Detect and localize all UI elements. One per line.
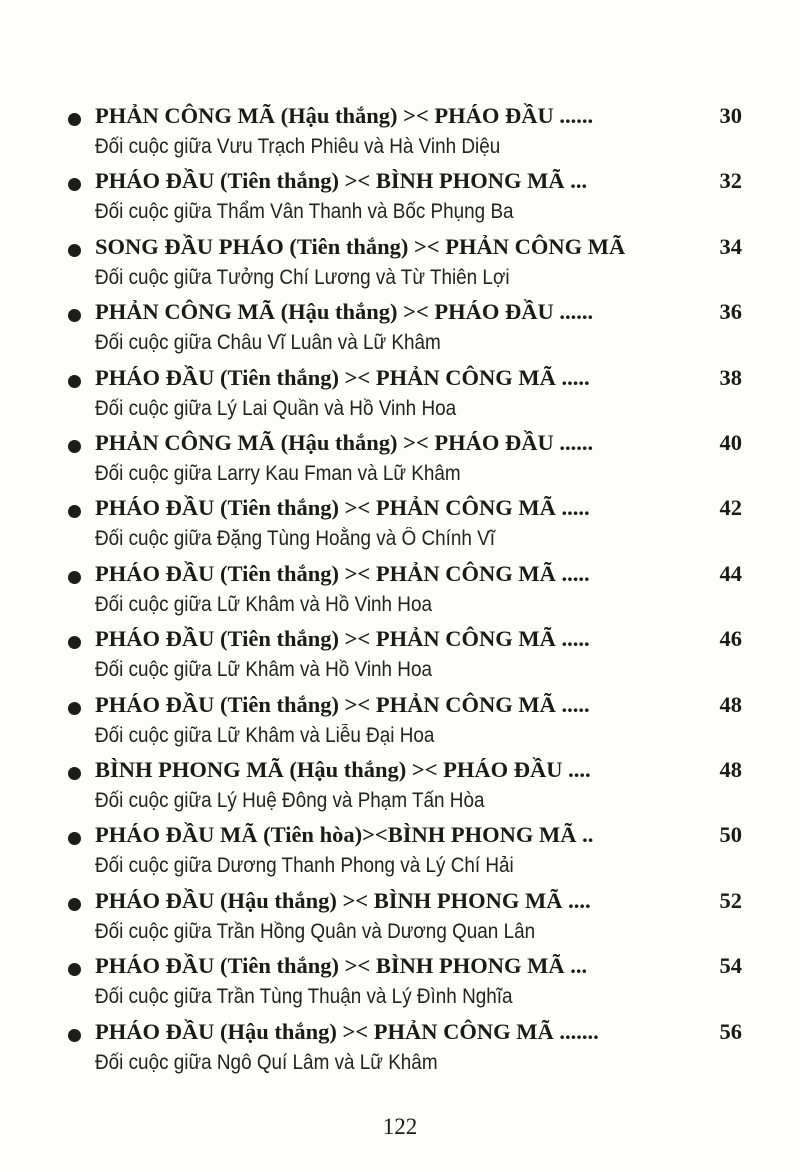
toc-entry <box>60 626 742 690</box>
entry-title-line <box>95 626 742 656</box>
entry-title: PHÁO ĐẦU (Hậu thắng) >< BÌNH PHONG MÃ .... <box>95 887 591 913</box>
entry-page-number: 48 <box>719 691 742 717</box>
entry-subtitle: Đối cuộc giữa Larry Kau Fman và Lữ Khâm <box>95 462 461 485</box>
entry-subtitle: Đối cuộc giữa Tưởng Chí Lương và Từ Thiên Lợi <box>95 265 510 289</box>
entry-title-line <box>95 365 742 395</box>
bullet-icon <box>68 309 81 322</box>
bullet-icon <box>68 898 81 911</box>
entry-title: PHẢN CÔNG MÃ (Hậu thắng) >< PHÁO ĐẦU ...... <box>95 103 594 128</box>
bullet-icon <box>68 440 81 453</box>
entry-title-line <box>95 888 742 918</box>
entry-title-line <box>95 299 742 329</box>
entry-title: PHẢN CÔNG MÃ (Hậu thắng) >< PHÁO ĐẦU ...... <box>95 299 594 325</box>
bullet-icon <box>68 832 81 845</box>
toc-entry <box>60 430 742 494</box>
toc-entry <box>60 103 742 167</box>
entry-title: PHÁO ĐẦU (Tiên thắng) >< BÌNH PHONG MÃ ... <box>95 953 588 979</box>
entry-title-line <box>95 561 742 591</box>
entry-subtitle: Đối cuộc giữa Ngô Quí Lâm và Lữ Khâm <box>95 1050 438 1074</box>
entry-title: PHÁO ĐẦU (Tiên thắng) >< PHẢN CÔNG MÃ ..... <box>95 691 590 717</box>
entry-page-number: 42 <box>719 495 742 521</box>
entry-page-number: 38 <box>719 364 742 390</box>
entry-title: PHÁO ĐẦU (Tiên thắng) >< BÌNH PHONG MÃ ... <box>95 168 588 194</box>
entry-subtitle: Đối cuộc giữa Trần Tùng Thuận và Lý Đình Nghĩa <box>95 985 513 1009</box>
entry-subtitle: Đối cuộc giữa Lữ Khâm và Hồ Vinh Hoa <box>95 658 432 682</box>
toc-entry <box>60 888 742 952</box>
entry-page-number: 32 <box>719 168 742 194</box>
entry-title: PHÁO ĐẦU (Hậu thắng) >< PHẢN CÔNG MÃ ....... <box>95 1018 599 1044</box>
entry-subtitle: Đối cuộc giữa Dương Thanh Phong và Lý Chí Hải <box>95 854 514 878</box>
bullet-icon <box>68 963 81 976</box>
entry-title: PHÁO ĐẦU (Tiên thắng) >< PHẢN CÔNG MÃ ..... <box>95 364 590 390</box>
entry-page-number: 34 <box>719 233 742 259</box>
entry-title: SONG ĐẦU PHÁO (Tiên thắng) >< PHẢN CÔNG MÃ <box>95 233 626 259</box>
toc-entry <box>60 365 742 429</box>
toc-entry <box>60 168 742 232</box>
entry-title-line <box>95 495 742 525</box>
bullet-icon <box>68 375 81 388</box>
toc-entry <box>60 822 742 886</box>
bullet-icon <box>68 571 81 584</box>
entry-page-number: 54 <box>719 953 742 979</box>
entry-title-line <box>95 822 742 852</box>
entry-title-line <box>95 430 742 460</box>
entry-subtitle: Đối cuộc giữa Lý Huệ Đông và Phạm Tấn Hòa <box>95 789 485 812</box>
toc-entry <box>60 495 742 559</box>
entry-page-number: 56 <box>719 1018 742 1044</box>
entry-subtitle: Đối cuộc giữa Đặng Tùng Hoằng và Ô Chính Vĩ <box>95 527 495 551</box>
entry-title-line <box>95 692 742 722</box>
bullet-icon <box>68 636 81 649</box>
entry-page-number: 40 <box>719 430 742 455</box>
entry-title-line <box>95 103 742 133</box>
bullet-icon <box>68 113 81 126</box>
entry-title: PHÁO ĐẦU (Tiên thắng) >< PHẢN CÔNG MÃ ..... <box>95 560 590 586</box>
entry-page-number: 52 <box>719 887 742 913</box>
bullet-icon <box>68 1029 81 1042</box>
entry-page-number: 44 <box>719 560 742 586</box>
entry-title: PHÁO ĐẦU (Tiên thắng) >< PHẢN CÔNG MÃ ..... <box>95 495 590 521</box>
bullet-icon <box>68 702 81 715</box>
entry-title: BÌNH PHONG MÃ (Hậu thắng) >< PHÁO ĐẦU .... <box>95 757 591 782</box>
entry-page-number: 30 <box>719 103 742 128</box>
entry-page-number: 36 <box>719 299 742 325</box>
entry-subtitle: Đối cuộc giữa Trần Hồng Quân và Dương Quan Lân <box>95 919 536 943</box>
bullet-icon <box>68 505 81 518</box>
toc-entry <box>60 757 742 821</box>
entry-page-number: 50 <box>719 822 742 848</box>
entry-title-line <box>95 757 742 787</box>
bullet-icon <box>68 178 81 191</box>
toc-entry <box>60 692 742 756</box>
toc-entry <box>60 1019 742 1083</box>
entry-subtitle: Đối cuộc giữa Vưu Trạch Phiêu và Hà Vinh Diệu <box>95 135 501 158</box>
entry-subtitle: Đối cuộc giữa Lữ Khâm và Hồ Vinh Hoa <box>95 592 432 616</box>
toc-entry <box>60 561 742 625</box>
page-number: 122 <box>382 1114 418 1139</box>
entry-title: PHÁO ĐẦU (Tiên thắng) >< PHẢN CÔNG MÃ ..... <box>95 626 590 652</box>
bullet-icon <box>68 767 81 780</box>
entry-title-line <box>95 234 742 264</box>
entry-subtitle: Đối cuộc giữa Lý Lai Quần và Hồ Vinh Hoa <box>95 396 457 420</box>
entry-title-line <box>95 168 742 198</box>
toc-entry <box>60 234 742 298</box>
entry-subtitle: Đối cuộc giữa Thẩm Vân Thanh và Bốc Phụng Ba <box>95 200 514 224</box>
entry-subtitle: Đối cuộc giữa Lữ Khâm và Liễu Đại Hoa <box>95 723 435 747</box>
entry-title: PHÁO ĐẦU MÃ (Tiên hòa)><BÌNH PHONG MÃ .. <box>95 822 594 848</box>
bullet-icon <box>68 244 81 257</box>
entry-page-number: 48 <box>719 757 742 782</box>
entry-title: PHẢN CÔNG MÃ (Hậu thắng) >< PHÁO ĐẦU ...... <box>95 430 594 455</box>
toc-entry <box>60 953 742 1017</box>
entry-page-number: 46 <box>719 626 742 652</box>
entry-subtitle: Đối cuộc giữa Châu Vĩ Luân và Lữ Khâm <box>95 331 441 355</box>
entry-title-line <box>95 1019 742 1049</box>
entry-title-line <box>95 953 742 983</box>
toc-entry <box>60 299 742 363</box>
